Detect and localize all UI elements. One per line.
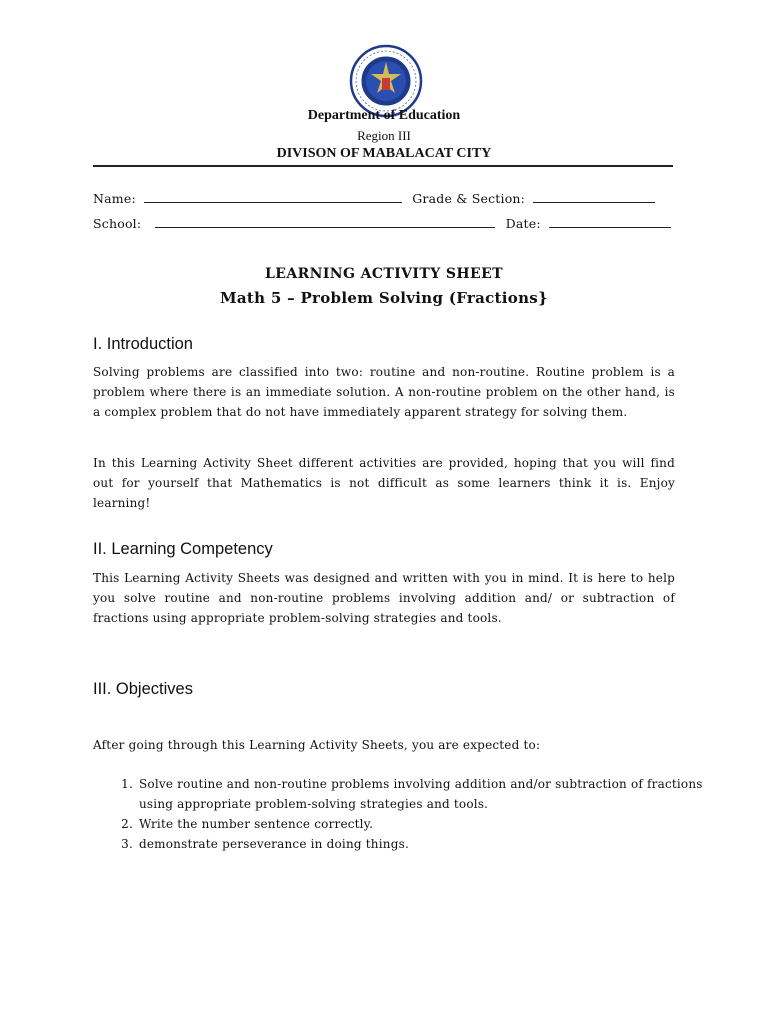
objectives-list	[93, 774, 719, 854]
date-label: Date:	[505, 216, 541, 231]
school-label: School:	[93, 216, 142, 231]
department-name: Department of Education	[307, 108, 461, 123]
division-name: DIVISON OF MABALACAT CITY	[276, 146, 492, 161]
list-item: 3. demonstrate perseverance in doing things.	[137, 834, 719, 854]
competency-paragraph: This Learning Activity Sheets was designed and written with you in mind. It is here to help you solve routine and non-routine problems involving addition and/ or subtraction of fractions using appropriate problem-solving strategies and tools.	[93, 571, 675, 625]
list-item: 2. Write the number sentence correctly.	[137, 814, 719, 834]
introduction-paragraph-2: In this Learning Activity Sheet different activities are provided, hoping that you will find out for yourself that Mathematics is not difficult as some learners think it is. Enjoy learning!	[93, 456, 675, 510]
sheet-title: LEARNING ACTIVITY SHEET	[265, 266, 503, 282]
introduction-heading: I. Introduction	[93, 335, 193, 353]
grade-section-field[interactable]	[533, 190, 655, 203]
school-field[interactable]	[155, 215, 495, 228]
region-name: Region III	[357, 128, 411, 143]
objectives-intro: After going through this Learning Activity Sheets, you are expected to:	[93, 738, 541, 752]
sheet-subtitle: Math 5 – Problem Solving (Fractions}	[219, 289, 548, 307]
name-field[interactable]	[144, 190, 402, 203]
objectives-heading: III. Objectives	[93, 680, 193, 698]
school-date-row	[93, 215, 671, 231]
date-field[interactable]	[549, 215, 671, 228]
name-grade-row	[93, 190, 655, 206]
competency-heading: II. Learning Competency	[93, 540, 273, 558]
grade-section-label: Grade & Section:	[412, 191, 526, 206]
name-label: Name:	[93, 191, 136, 206]
header-divider	[93, 165, 673, 167]
list-item: 1. Solve routine and non-routine problems involving addition and/or subtraction of fractions using appropriate problem-solving strategies and tools.	[137, 774, 719, 814]
introduction-paragraph-1: Solving problems are classified into two: routine and non-routine. Routine problem is a problem where there is an immediate solution. A non-routine problem on the other hand, is a complex problem that do not have immediately apparent strategy for solving them.	[93, 365, 675, 419]
deped-seal-logo	[349, 44, 423, 118]
